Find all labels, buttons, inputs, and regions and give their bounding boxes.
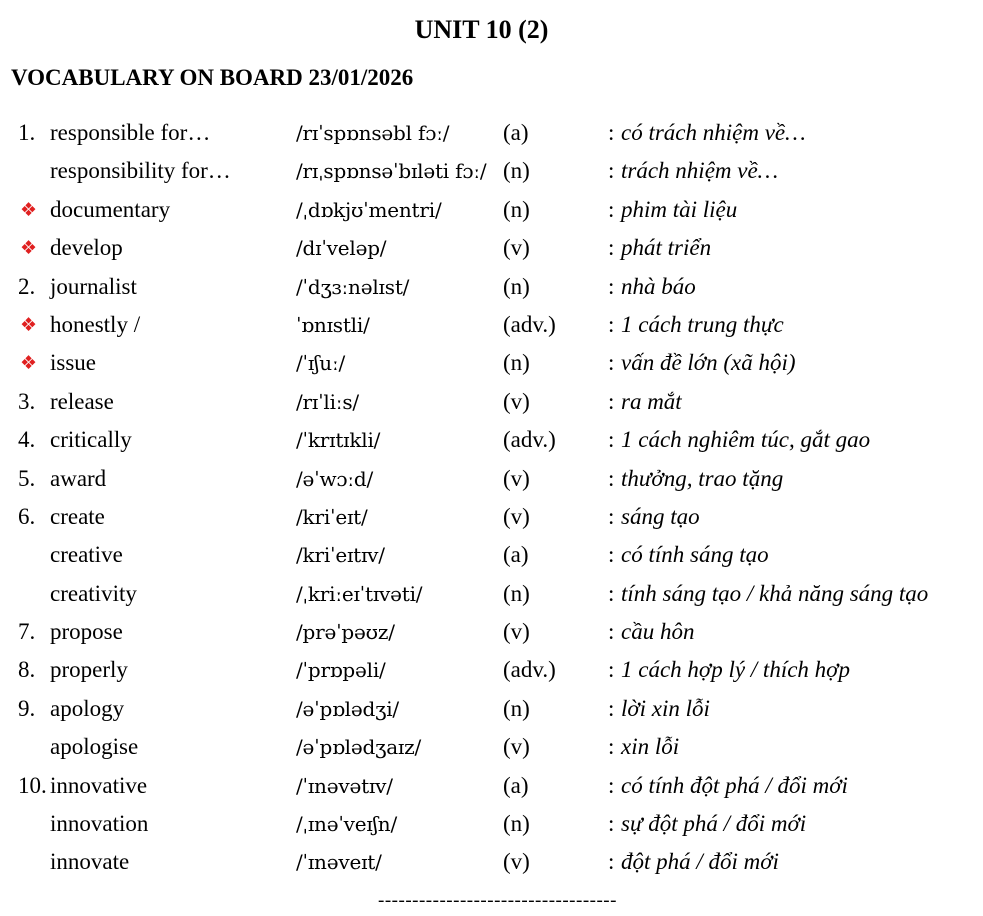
- vocab-pronunciation: /prəˈpəʊz/: [296, 620, 395, 645]
- vocab-row: [0, 229, 983, 267]
- vocab-pronunciation: /əˈpɒlədʒaɪz/: [296, 735, 421, 760]
- item-number: 1.: [18, 120, 36, 145]
- vocab-separator: :: [608, 503, 615, 529]
- vocab-pronunciation: /ˈɪnəveɪt/: [296, 850, 382, 875]
- vocab-row: [0, 805, 983, 843]
- vocab-meaning: trách nhiệm về…: [621, 158, 779, 184]
- vocab-word: apology: [50, 695, 125, 721]
- vocab-meaning: có tính sáng tạo: [621, 542, 769, 568]
- vocab-part-of-speech: (a): [503, 542, 529, 568]
- vocab-separator: :: [608, 235, 615, 261]
- vocab-row: [0, 651, 983, 689]
- item-number: 5.: [18, 465, 36, 491]
- vocab-meaning: vấn đề lớn (xã hội): [621, 350, 796, 376]
- vocab-row: [0, 690, 983, 728]
- vocab-meaning: 1 cách nghiêm túc, gắt gao: [621, 427, 871, 453]
- vocab-pronunciation: /rɪˌspɒnsəˈbɪləti fɔː/: [296, 159, 487, 184]
- item-number: 8.: [18, 657, 36, 683]
- red-diamond-bullet-icon: ❖: [20, 313, 38, 336]
- vocab-pronunciation: /kriˈeɪtɪv/: [296, 543, 385, 568]
- vocabulary-list: [0, 114, 983, 882]
- vocab-word: honestly /: [50, 311, 141, 337]
- vocab-part-of-speech: (v): [503, 235, 530, 261]
- vocab-row: [0, 843, 983, 881]
- vocab-meaning: đột phá / đổi mới: [621, 849, 779, 875]
- vocab-separator: :: [608, 734, 615, 760]
- vocab-pronunciation: /ˈɪnəvətɪv/: [296, 773, 393, 798]
- footer-divider: -----------------------------------: [378, 890, 617, 911]
- vocab-word: innovation: [50, 811, 149, 837]
- vocab-word: propose: [50, 619, 123, 645]
- vocab-part-of-speech: (v): [503, 734, 530, 760]
- vocab-pronunciation: /kriˈeɪt/: [296, 504, 368, 529]
- vocab-word: properly: [50, 657, 128, 683]
- vocab-part-of-speech: (n): [503, 273, 530, 299]
- vocab-pronunciation: /ˌkriːeɪˈtɪvəti/: [296, 581, 423, 606]
- vocab-separator: :: [608, 465, 615, 491]
- vocab-meaning: tính sáng tạo / khả năng sáng tạo: [621, 580, 929, 606]
- vocab-separator: :: [608, 542, 615, 568]
- vocab-word: responsibility for…: [50, 158, 231, 184]
- section-heading: VOCABULARY ON BOARD 23/01/2026: [11, 65, 414, 90]
- vocab-part-of-speech: (v): [503, 619, 530, 645]
- vocab-meaning: cầu hôn: [621, 619, 695, 645]
- item-number: 2.: [18, 273, 36, 299]
- vocab-separator: :: [608, 619, 615, 645]
- vocab-separator: :: [608, 350, 615, 376]
- vocab-separator: :: [608, 580, 615, 606]
- vocab-part-of-speech: (n): [503, 811, 530, 837]
- vocab-meaning: 1 cách trung thực: [621, 311, 784, 337]
- vocab-word: apologise: [50, 734, 139, 760]
- vocab-pronunciation: /rɪˈliːs/: [296, 389, 359, 414]
- vocab-word: documentary: [50, 196, 171, 222]
- vocab-meaning: phát triển: [621, 235, 712, 261]
- vocab-pronunciation: /ˈɪʃuː/: [296, 351, 346, 376]
- vocab-word: responsible for…: [50, 120, 211, 145]
- vocab-separator: :: [608, 388, 615, 414]
- item-number: 10.: [18, 772, 47, 798]
- vocab-row: [0, 767, 983, 805]
- vocab-part-of-speech: (adv.): [503, 657, 556, 683]
- vocab-part-of-speech: (v): [503, 849, 530, 875]
- vocab-part-of-speech: (n): [503, 695, 530, 721]
- vocab-row: [0, 306, 983, 344]
- page-title: UNIT 10 (2): [414, 15, 549, 44]
- vocab-part-of-speech: (adv.): [503, 311, 556, 337]
- vocab-pronunciation: /əˈpɒlədʒi/: [296, 696, 399, 721]
- vocab-word: critically: [50, 427, 132, 453]
- vocab-row: [0, 114, 983, 152]
- vocab-part-of-speech: (n): [503, 580, 530, 606]
- vocab-separator: :: [608, 695, 615, 721]
- vocab-row: [0, 575, 983, 613]
- vocab-meaning: 1 cách hợp lý / thích hợp: [621, 657, 850, 683]
- vocab-pronunciation: /rɪˈspɒnsəbl fɔː/: [296, 121, 450, 145]
- vocab-meaning: sáng tạo: [621, 503, 700, 529]
- vocab-pronunciation: /ˈdʒɜːnəlɪst/: [296, 274, 410, 299]
- item-number: 4.: [18, 427, 36, 453]
- vocab-part-of-speech: (v): [503, 465, 530, 491]
- vocab-part-of-speech: (v): [503, 503, 530, 529]
- vocab-row: [0, 344, 983, 382]
- vocab-word: creative: [50, 542, 123, 568]
- vocab-row: [0, 613, 983, 651]
- vocab-separator: :: [608, 158, 615, 184]
- vocab-meaning: thưởng, trao tặng: [621, 465, 784, 491]
- vocab-separator: :: [608, 849, 615, 875]
- red-diamond-bullet-icon: ❖: [20, 352, 38, 375]
- red-diamond-bullet-icon: ❖: [20, 198, 38, 221]
- vocab-part-of-speech: (n): [503, 350, 530, 376]
- vocab-row: [0, 728, 983, 766]
- vocab-separator: :: [608, 196, 615, 222]
- vocab-word: innovate: [50, 849, 130, 875]
- vocab-row: [0, 421, 983, 459]
- vocab-meaning: xin lỗi: [621, 734, 680, 760]
- vocab-separator: :: [608, 811, 615, 837]
- vocab-separator: :: [608, 427, 615, 453]
- vocab-row: [0, 383, 983, 421]
- vocab-row: [0, 268, 983, 306]
- vocab-meaning: lời xin lỗi: [621, 695, 710, 721]
- vocab-row: [0, 191, 983, 229]
- vocab-part-of-speech: (v): [503, 388, 530, 414]
- item-number: 3.: [18, 388, 36, 414]
- vocab-separator: :: [608, 772, 615, 798]
- item-number: 6.: [18, 503, 36, 529]
- vocab-part-of-speech: (n): [503, 196, 530, 222]
- vocab-row: [0, 536, 983, 574]
- vocab-part-of-speech: (a): [503, 772, 529, 798]
- vocab-word: journalist: [50, 273, 137, 299]
- vocab-meaning: nhà báo: [621, 273, 696, 299]
- vocab-separator: :: [608, 120, 615, 145]
- vocab-row: [0, 152, 983, 190]
- vocab-separator: :: [608, 273, 615, 299]
- vocab-word: create: [50, 503, 105, 529]
- vocab-pronunciation: /dɪˈveləp/: [296, 236, 387, 261]
- vocab-pronunciation: /ˌɪnəˈveɪʃn/: [296, 812, 398, 837]
- vocab-pronunciation: /əˈwɔːd/: [296, 466, 374, 491]
- vocab-pronunciation: /ˌdɒkjʊˈmentri/: [296, 197, 442, 222]
- vocab-word: award: [50, 465, 107, 491]
- vocab-pronunciation: /ˈprɒpəli/: [296, 658, 386, 683]
- vocab-row: [0, 498, 983, 536]
- vocab-pronunciation: ˈɒnɪstli/: [296, 312, 370, 337]
- vocab-pronunciation: /ˈkrɪtɪkli/: [296, 428, 381, 453]
- vocab-meaning: phim tài liệu: [621, 196, 738, 222]
- vocab-meaning: có tính đột phá / đổi mới: [621, 772, 848, 798]
- vocab-meaning: sự đột phá / đổi mới: [621, 811, 807, 837]
- red-diamond-bullet-icon: ❖: [20, 237, 38, 260]
- vocab-word: innovative: [50, 772, 148, 798]
- vocab-word: develop: [50, 235, 123, 261]
- vocab-meaning: có trách nhiệm về…: [621, 120, 806, 145]
- vocab-word: creativity: [50, 580, 137, 606]
- vocab-separator: :: [608, 657, 615, 683]
- item-number: 9.: [18, 695, 36, 721]
- vocab-part-of-speech: (adv.): [503, 427, 556, 453]
- vocab-meaning: ra mắt: [621, 388, 682, 414]
- vocab-separator: :: [608, 311, 615, 337]
- vocab-word: release: [50, 388, 114, 414]
- vocab-part-of-speech: (a): [503, 120, 529, 145]
- item-number: 7.: [18, 619, 36, 645]
- vocab-part-of-speech: (n): [503, 158, 530, 184]
- vocab-row: [0, 460, 983, 498]
- vocab-word: issue: [50, 350, 96, 376]
